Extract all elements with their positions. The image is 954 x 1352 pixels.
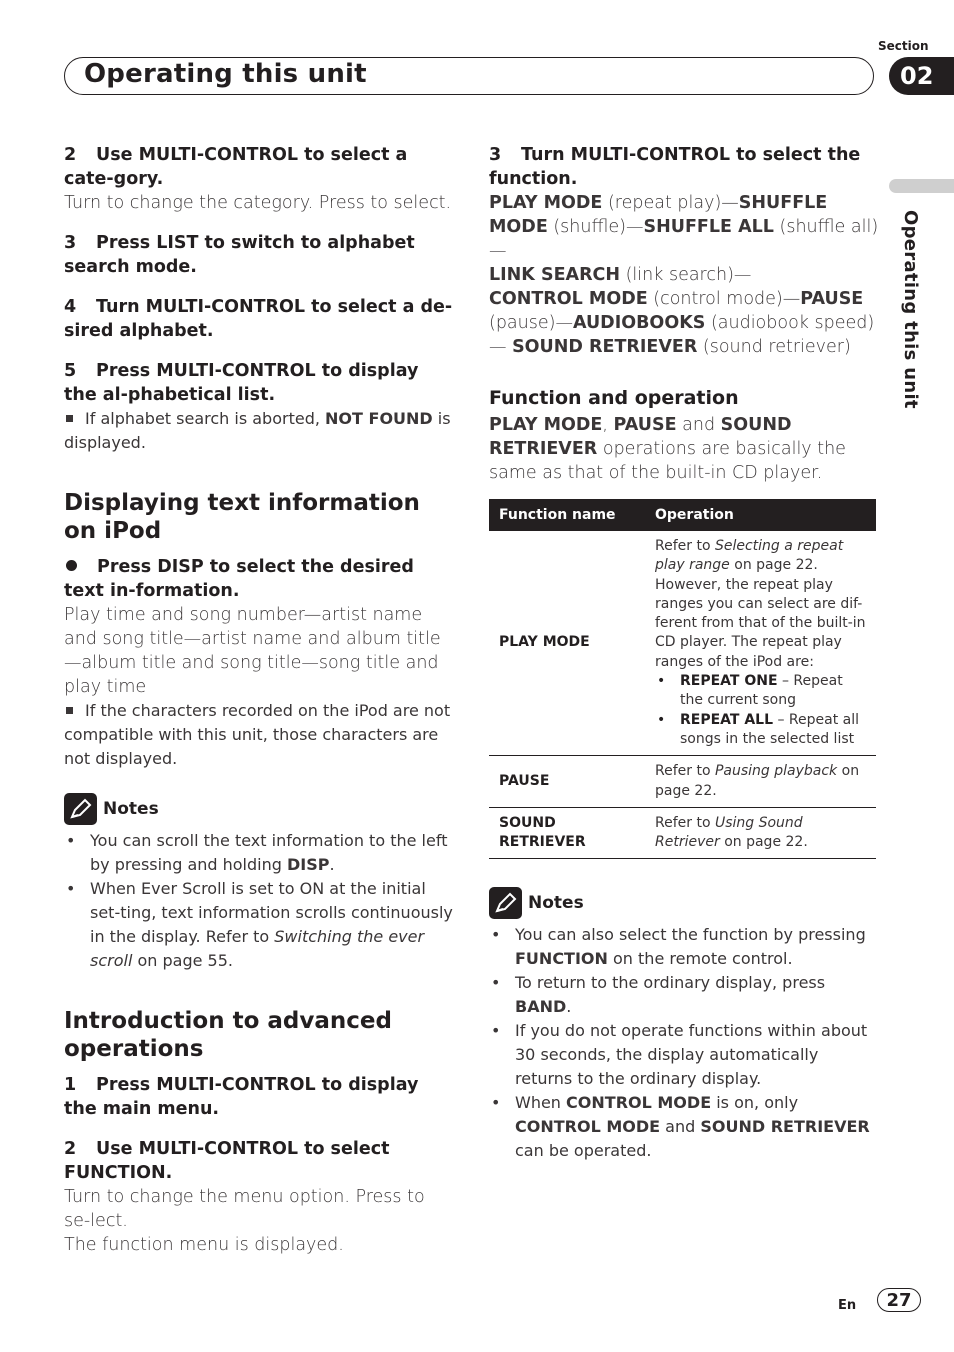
- table-header-operation: Operation: [645, 499, 876, 531]
- list-item: • You can scroll the text information to the left by pressing and holding DISP.: [64, 829, 454, 877]
- list-item: • If you do not operate functions within about 30 seconds, the display automatically returns to the ordinary display.: [489, 1019, 879, 1091]
- list-item: • To return to the ordinary display, press BAND.: [489, 971, 879, 1019]
- table-cell-name: PLAY MODE: [489, 531, 645, 756]
- table-row: [489, 756, 876, 808]
- square-bullet-icon: [66, 707, 73, 714]
- side-tab-label: Operating this unit: [900, 210, 921, 409]
- intro-section-heading: Introduction to advanced operations: [64, 1008, 392, 1062]
- step-3-function-heading: 3 Turn MULTI-CONTROL to select the function.: [489, 145, 861, 189]
- list-item: • REPEAT ALL – Repeat all songs in the selected list: [655, 711, 866, 750]
- step-5-note: If alphabet search is aborted, NOT FOUND is displayed.: [64, 409, 451, 452]
- section-number-badge: 02: [889, 57, 954, 95]
- intro-step-1-heading: 1 Press MULTI-CONTROL to display the main menu.: [64, 1075, 419, 1119]
- pencil-icon: [64, 793, 97, 825]
- list-item: • When Ever Scroll is set to ON at the initial set-ting, text information scrolls continuously in the display. Refer to Switching the ever scroll on page 55.: [64, 877, 454, 973]
- function-list: PLAY MODE (repeat play)—SHUFFLE MODE (shuffle)—SHUFFLE ALL (shuffle all)— LINK SEARCH (link search)— CONTROL MODE (control mode)—PAUSE (pause)—AUDIOBOOKS (audiobook speed)— SOUND RETRIEVER (sound retriever): [489, 193, 879, 357]
- table-header-function-name: Function name: [489, 499, 645, 531]
- notes-heading: Notes: [64, 793, 454, 825]
- notes-list: [64, 829, 454, 973]
- bullet-dot-icon: [66, 560, 77, 571]
- table-cell-name: PAUSE: [489, 756, 645, 808]
- list-item: • REPEAT ONE – Repeat the current song: [655, 672, 866, 711]
- list-item: • You can also select the function by pressing FUNCTION on the remote control.: [489, 923, 879, 971]
- table-row: [489, 531, 876, 756]
- pencil-icon: [489, 887, 522, 919]
- display-body: Play time and song number—artist name and song title—artist name and album title—album title and song title—song title and play time: [64, 605, 441, 697]
- notes-list: [489, 923, 879, 1163]
- square-bullet-icon: [66, 415, 73, 422]
- intro-step-2-body-2: The function menu is displayed.: [64, 1235, 344, 1255]
- display-section-heading: Displaying text information on iPod: [64, 490, 420, 544]
- table-cell-operation: Refer to Using Sound Retriever on page 22.: [645, 807, 876, 859]
- intro-step-2-heading: 2 Use MULTI-CONTROL to select FUNCTION.: [64, 1139, 390, 1183]
- right-column: [489, 143, 879, 1163]
- table-cell-operation: Refer to Pausing playback on page 22.: [645, 756, 876, 808]
- language-label: En: [838, 1298, 857, 1313]
- table-cell-name: SOUND RETRIEVER: [489, 807, 645, 859]
- display-step: Press DISP to select the desired text in-formation.: [64, 557, 414, 601]
- step-3-heading: 3 Press LIST to switch to alphabet search mode.: [64, 233, 415, 277]
- function-table: [489, 499, 876, 859]
- side-tab-marker: [889, 179, 954, 193]
- table-row: [489, 807, 876, 859]
- table-cell-operation: Refer to Selecting a repeat play range on page 22. However, the repeat play ranges you can select are dif-ferent from that of the built-in CD player. The repeat play ranges of the iPod are: • REPEAT ONE – Repeat the current song • REPEAT ALL – Repeat all songs in the selected list: [645, 531, 876, 756]
- step-5-heading: 5 Press MULTI-CONTROL to display the al-phabetical list.: [64, 361, 419, 405]
- step-2-heading: 2 Use MULTI-CONTROL to select a cate-gory.: [64, 145, 408, 189]
- section-label: Section: [878, 39, 929, 53]
- function-operation-para: PLAY MODE, PAUSE and SOUND RETRIEVER operations are basically the same as that of the built-in CD player.: [489, 415, 846, 483]
- intro-step-2-body: Turn to change the menu option. Press to se-lect.: [64, 1187, 425, 1231]
- notes-heading: Notes: [489, 887, 879, 919]
- display-note: If the characters recorded on the iPod are not compatible with this unit, those characters are not displayed.: [64, 701, 451, 768]
- page-title: Operating this unit: [84, 59, 367, 89]
- step-4-heading: 4 Turn MULTI-CONTROL to select a de-sired alphabet.: [64, 297, 453, 341]
- function-operation-heading: Function and operation: [489, 387, 739, 409]
- list-item: • When CONTROL MODE is on, only CONTROL MODE and SOUND RETRIEVER can be operated.: [489, 1091, 879, 1163]
- page-number: 27: [877, 1288, 921, 1312]
- left-column: [64, 143, 454, 1257]
- step-2-body: Turn to change the category. Press to select.: [64, 193, 452, 213]
